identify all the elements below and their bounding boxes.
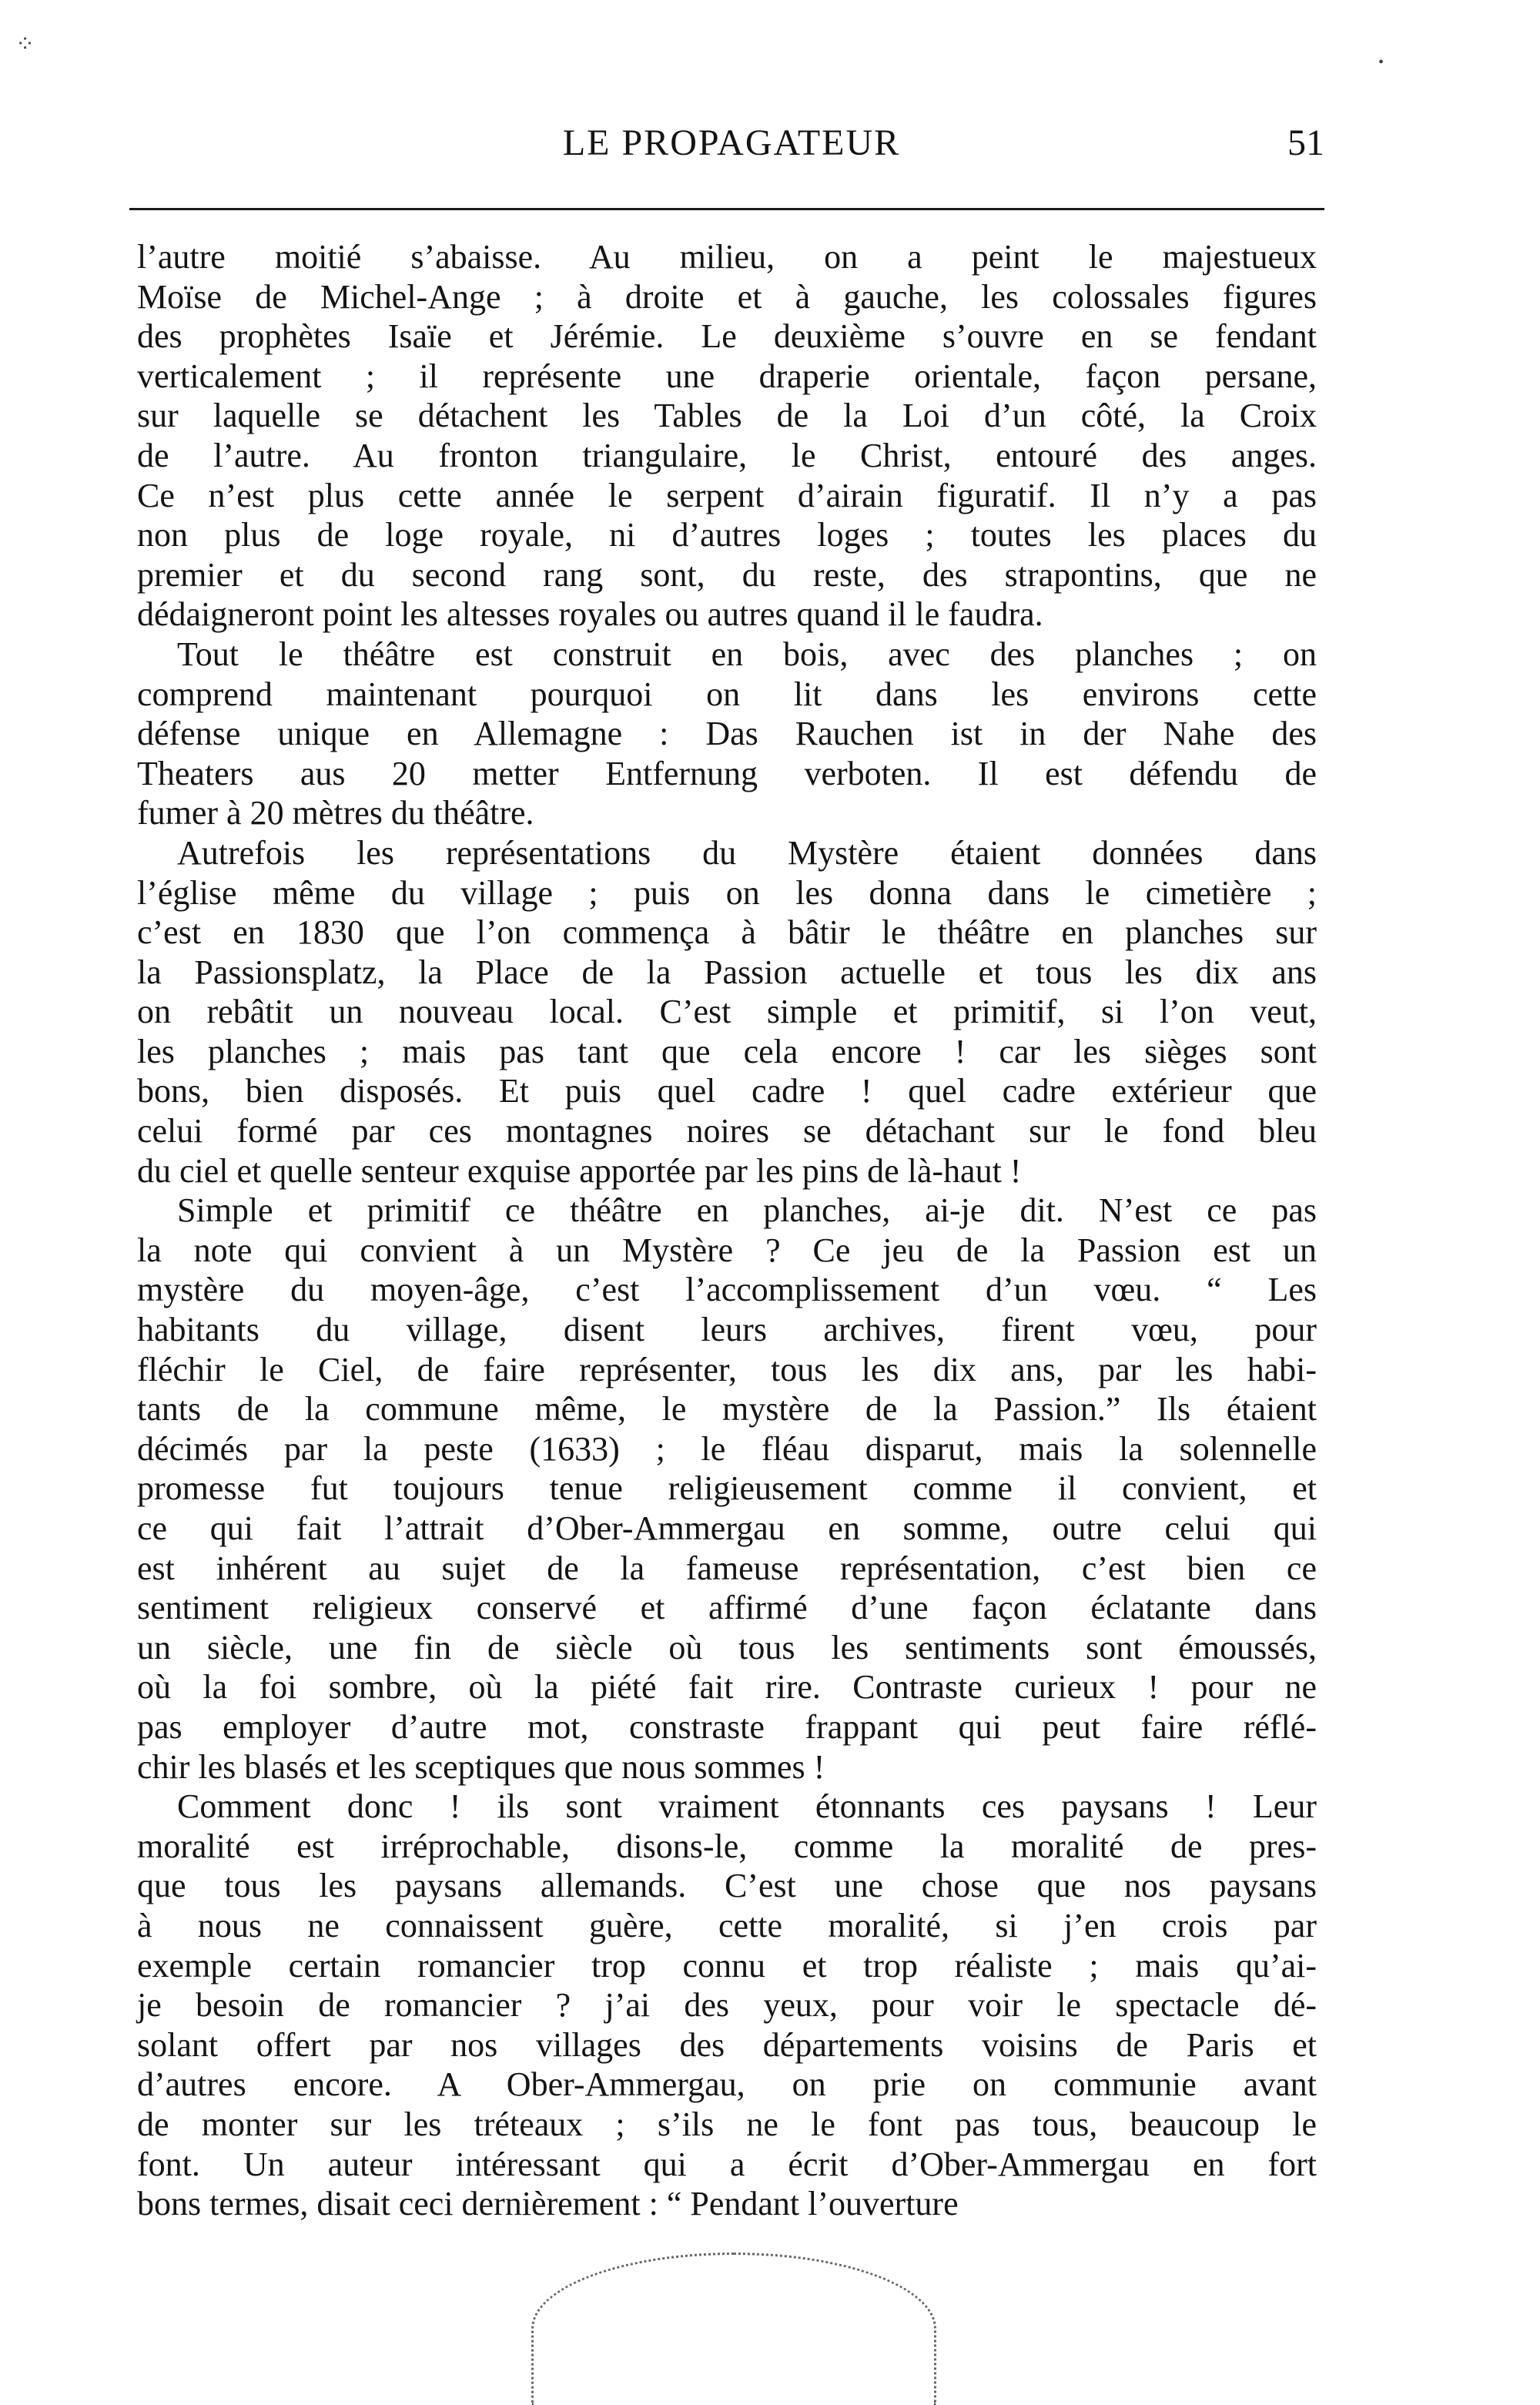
text-line: comprend maintenant pourquoi on lit dans les environs cette (137, 675, 1317, 713)
text-line: que tous les paysans allemands. C’est une chose que nos paysans (137, 1867, 1317, 1905)
body-text (137, 237, 1317, 2224)
text-line: exemple certain romancier trop connu et trop réaliste ; mais qu’ai- (137, 1946, 1317, 1985)
running-title: LE PROPAGATEUR (562, 122, 901, 163)
library-stamp (531, 2253, 936, 2405)
text-line: des prophètes Isaïe et Jérémie. Le deuxième s’ouvre en se fendant (137, 317, 1317, 356)
text-line: est inhérent au sujet de la fameuse représentation, c’est bien ce (137, 1549, 1317, 1587)
text-line: l’église même du village ; puis on les donna dans le cimetière ; (137, 873, 1317, 912)
text-line: sentiment religieux conservé et affirmé d’une façon éclatante dans (137, 1589, 1317, 1627)
text-line: verticalement ; il représente une draperie orientale, façon persane, (137, 357, 1317, 395)
text-line: décimés par la peste (1633) ; le fléau disparut, mais la solennelle (137, 1429, 1317, 1468)
text-line: Autrefois les représentations du Mystère étaient données dans (177, 833, 1317, 872)
text-line: sur laquelle se détachent les Tables de la Loi d’un côté, la Croix (137, 397, 1317, 435)
text-line: un siècle, une fin de siècle où tous les sentiments sont émoussés, (137, 1628, 1317, 1666)
text-line: fléchir le Ciel, de faire représenter, tous les dix ans, par les habi- (137, 1350, 1317, 1388)
text-line: où la foi sombre, où la piété fait rire. Contraste curieux ! pour ne (137, 1668, 1317, 1707)
text-line: ce qui fait l’attrait d’Ober-Ammergau en somme, outre celui qui (137, 1509, 1317, 1547)
text-line: celui formé par ces montagnes noires se détachant sur le fond bleu (137, 1112, 1317, 1151)
header-rule (129, 208, 1324, 210)
text-line: font. Un auteur intéressant qui a écrit d’Ober-Ammergau en fort (137, 2145, 1317, 2183)
text-line: la note qui convient à un Mystère ? Ce jeu de la Passion est un (137, 1231, 1317, 1269)
scan-speck: • (1378, 54, 1384, 71)
text-line: premier et du second rang sont, du reste, des strapontins, que ne (137, 555, 1317, 594)
text-line: l’autre moitié s’abaisse. Au milieu, on a peint le majestueux (137, 238, 1317, 276)
text-line: non plus de loge royale, ni d’autres loges ; toutes les places du (137, 516, 1317, 554)
text-line: défense unique en Allemagne : Das Rauchen ist in der Nahe des (137, 715, 1317, 753)
text-line: habitants du village, disent leurs archives, firent vœu, pour (137, 1311, 1317, 1349)
text-line: dédaigneront point les altesses royales ou autres quand il le faudra. (137, 595, 1043, 634)
text-line: pas employer d’autre mot, constraste frappant qui peut faire réflé- (137, 1707, 1317, 1746)
text-line: de l’autre. Au fronton triangulaire, le Christ, entouré des anges. (137, 436, 1317, 474)
text-line: à nous ne connaissent guère, cette moralité, si j’en crois par (137, 1906, 1317, 1944)
text-line: solant offert par nos villages des départements voisins de Paris et (137, 2025, 1317, 2064)
text-line: bons, bien disposés. Et puis quel cadre ! quel cadre extérieur que (137, 1072, 1317, 1110)
text-line: promesse fut toujours tenue religieusement comme il convient, et (137, 1469, 1317, 1508)
text-line: c’est en 1830 que l’on commença à bâtir le théâtre en planches sur (137, 913, 1317, 952)
text-line: Tout le théâtre est construit en bois, avec des planches ; on (177, 635, 1317, 673)
text-line: les planches ; mais pas tant que cela encore ! car les sièges sont (137, 1032, 1317, 1070)
text-line: du ciel et quelle senteur exquise apportée par les pins de là-haut ! (137, 1151, 1022, 1190)
text-line: moralité est irréprochable, disons-le, comme la moralité de pres- (137, 1827, 1317, 1865)
text-line: je besoin de romancier ? j’ai des yeux, pour voir le spectacle dé- (137, 1986, 1317, 2025)
text-line: on rebâtit un nouveau local. C’est simple et primitif, si l’on veut, (137, 993, 1317, 1031)
text-line: chir les blasés et les sceptiques que nous sommes ! (137, 1747, 825, 1786)
scan-speck: ⁘ (15, 32, 35, 57)
text-line: Moïse de Michel-Ange ; à droite et à gauche, les colossales figures (137, 277, 1317, 316)
text-line: bons termes, disait ceci dernièrement : “ Pendant l’ouverture (137, 2185, 959, 2223)
page-number: 51 (1287, 122, 1324, 163)
text-line: Theaters aus 20 metter Entfernung verboten. Il est défendu de (137, 754, 1317, 792)
text-line: Ce n’est plus cette année le serpent d’airain figuratif. Il n’y a pas (137, 476, 1317, 514)
text-line: Comment donc ! ils sont vraiment étonnants ces paysans ! Leur (177, 1787, 1317, 1826)
text-line: Simple et primitif ce théâtre en planches, ai-je dit. N’est ce pas (177, 1191, 1317, 1230)
text-line: la Passionsplatz, la Place de la Passion actuelle et tous les dix ans (137, 953, 1317, 991)
text-line: tants de la commune même, le mystère de la Passion.” Ils étaient (137, 1390, 1317, 1429)
text-line: fumer à 20 mètres du théâtre. (137, 794, 534, 832)
text-line: mystère du moyen-âge, c’est l’accomplissement d’un vœu. “ Les (137, 1271, 1317, 1309)
text-line: d’autres encore. A Ober-Ammergau, on prie on communie avant (137, 2065, 1317, 2104)
running-header (139, 122, 1324, 168)
text-line: de monter sur les tréteaux ; s’ils ne le font pas tous, beaucoup le (137, 2105, 1317, 2143)
